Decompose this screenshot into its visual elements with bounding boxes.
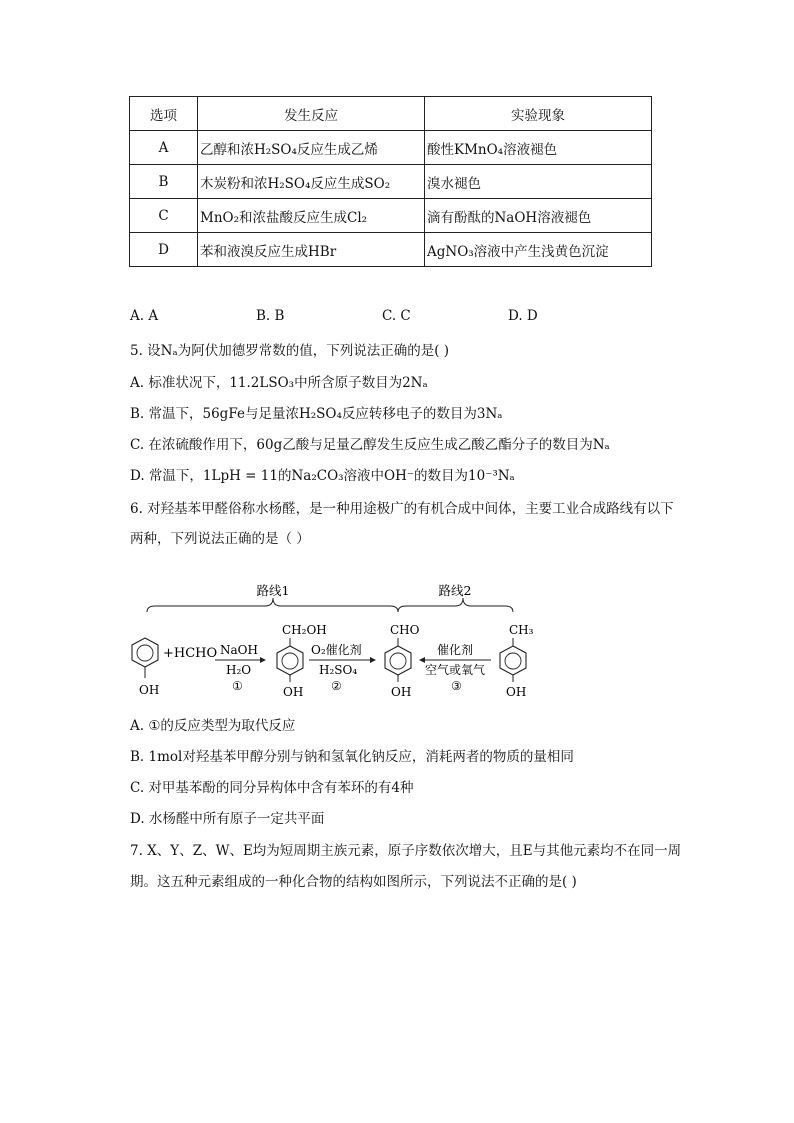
table-row xyxy=(130,165,652,199)
ch3-label: CH₃ xyxy=(509,623,534,637)
h2so4-label: H₂SO₄ xyxy=(319,663,358,677)
q6-option-b[interactable]: B. 1mol对羟基苯甲醇分别与钠和氢氧化钠反应，消耗两者的物质的量相同 xyxy=(130,749,574,765)
route1-label: 路线1 xyxy=(256,583,290,598)
table-cell: 乙醇和浓H₂SO₄反应生成乙烯 xyxy=(198,131,425,165)
q7-stem-line1: 7. X、Y、Z、W、E均为短周期主族元素，原子序数依次增大，且E与其他元素均不在同一周 xyxy=(130,843,682,859)
phenol-ring xyxy=(132,638,158,667)
table-row xyxy=(130,233,652,267)
catalyst-label: 催化剂 xyxy=(437,643,474,657)
synthesis-route-diagram xyxy=(125,578,665,708)
choice-a[interactable]: A. A xyxy=(130,308,159,324)
q7-stem-line2: 期。这五种元素组成的一种化合物的结构如图所示，下列说法不正确的是( ) xyxy=(130,874,577,890)
table-cell: 苯和液溴反应生成HBr xyxy=(198,233,425,267)
q5-option-a[interactable]: A. 标准状况下，11.2LSO₃中所含原子数目为2Nₐ xyxy=(130,375,428,391)
q6-option-c[interactable]: C. 对甲基苯酚的同分异构体中含有苯环的有4种 xyxy=(130,780,414,796)
aldehyde-ring xyxy=(385,646,411,675)
q6-option-d[interactable]: D. 水杨醛中所有原子一定共平面 xyxy=(130,811,325,827)
benzyl-alcohol-ring xyxy=(277,646,303,675)
q5-option-b[interactable]: B. 常温下，56gFe与足量浓H₂SO₄反应转移电子的数目为3Nₐ xyxy=(130,406,503,422)
table-row xyxy=(130,131,652,165)
oh-label: OH xyxy=(283,685,304,699)
air-oxygen-label: 空气或氧气 xyxy=(425,663,486,677)
table-cell: C xyxy=(130,199,198,233)
q5-option-d[interactable]: D. 常温下，1LpH = 11的Na₂CO₃溶液中OH⁻的数目为10⁻³Nₐ xyxy=(130,468,515,484)
q5-option-c[interactable]: C. 在浓硫酸作用下，60g乙酸与足量乙醇发生反应生成乙酸乙酯分子的数目为Nₐ xyxy=(130,437,610,453)
oh-label: OH xyxy=(506,685,527,699)
table-cell: A xyxy=(130,131,198,165)
q6-option-a[interactable]: A. ①的反应类型为取代反应 xyxy=(130,718,296,734)
o2-catalyst-label: O₂催化剂 xyxy=(311,643,362,657)
table-cell: D xyxy=(130,233,198,267)
route2-label: 路线2 xyxy=(438,583,472,598)
table-cell: MnO₂和浓盐酸反应生成Cl₂ xyxy=(198,199,425,233)
q5-stem: 5. 设Nₐ为阿伏加德罗常数的值，下列说法正确的是( ) xyxy=(130,343,450,359)
naoh-label: NaOH xyxy=(220,643,258,657)
table-header: 发生反应 xyxy=(198,97,425,131)
table-cell: 溴水褪色 xyxy=(425,165,652,199)
table-header: 选项 xyxy=(130,97,198,131)
step3-label: ③ xyxy=(451,679,462,693)
table-cell: 酸性KMnO₄溶液褪色 xyxy=(425,131,652,165)
table-cell: 木炭粉和浓H₂SO₄反应生成SO₂ xyxy=(198,165,425,199)
step2-label: ② xyxy=(331,679,342,693)
h2o-label: H₂O xyxy=(226,663,252,677)
table-header-row xyxy=(130,97,652,131)
q4-choices xyxy=(130,308,690,326)
route2-brace xyxy=(398,598,513,612)
q6-stem-line1: 6. 对羟基苯甲醛俗称水杨醛，是一种用途极广的有机合成中间体，主要工业合成路线有以下 xyxy=(130,501,674,517)
table-row xyxy=(130,199,652,233)
oh-label: OH xyxy=(391,685,412,699)
route1-brace xyxy=(147,598,398,612)
options-table xyxy=(129,96,652,267)
cho-label: CHO xyxy=(390,623,420,637)
table-cell: 滴有酚酞的NaOH溶液褪色 xyxy=(425,199,652,233)
choice-d[interactable]: D. D xyxy=(508,308,538,324)
q6-stem-line2: 两种，下列说法正确的是（ ） xyxy=(130,531,310,547)
cresol-ring xyxy=(500,646,526,675)
choice-c[interactable]: C. C xyxy=(382,308,411,324)
oh-label: OH xyxy=(139,683,160,697)
table-header: 实验现象 xyxy=(425,97,652,131)
plus-hcho: +HCHO xyxy=(163,646,218,661)
table-cell: AgNO₃溶液中产生浅黄色沉淀 xyxy=(425,233,652,267)
step1-label: ① xyxy=(232,679,243,693)
table-cell: B xyxy=(130,165,198,199)
choice-b[interactable]: B. B xyxy=(256,308,285,324)
ch2oh-label: CH₂OH xyxy=(282,623,327,637)
